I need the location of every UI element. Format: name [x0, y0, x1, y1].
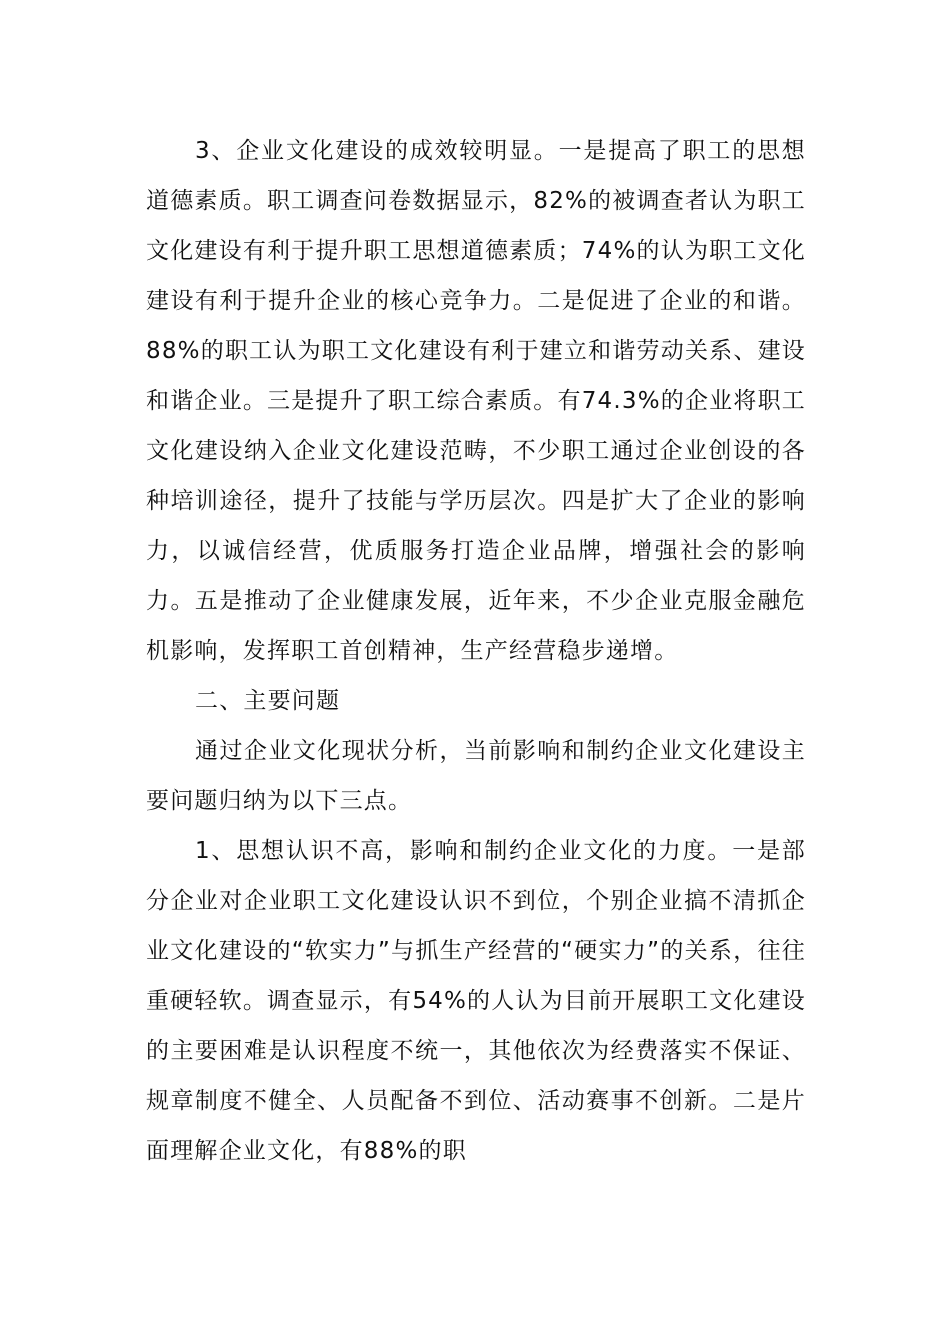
- paragraph-problem-1: 1、思想认识不高，影响和制约企业文化的力度。一是部分企业对企业职工文化建设认识不到位，个别企业搞不清抓企业文化建设的“软实力”与抓生产经营的“硬实力”的关系，往往重硬轻软。调查显示，有54%的人认为目前开展职工文化建设的主要困难是认识程度不统一，其他依次为经费落实不保证、规章制度不健全、人员配备不到位、活动赛事不创新。二是片面理解企业文化，有88%的职: [146, 838, 806, 1164]
- paragraph-problems-intro: 通过企业文化现状分析，当前影响和制约企业文化建设主要问题归纳为以下三点。: [146, 738, 806, 814]
- document-body: [146, 126, 806, 1176]
- section-heading-main-problems: 二、主要问题: [195, 688, 341, 714]
- paragraph-achievements: 3、企业文化建设的成效较明显。一是提高了职工的思想道德素质。职工调查问卷数据显示，82%的被调查者认为职工文化建设有利于提升职工思想道德素质；74%的认为职工文化建设有利于提升企业的核心竞争力。二是促进了企业的和谐。88%的职工认为职工文化建设有利于建立和谐劳动关系、建设和谐企业。三是提升了职工综合素质。有74.3%的企业将职工文化建设纳入企业文化建设范畴，不少职工通过企业创设的各种培训途径，提升了技能与学历层次。四是扩大了企业的影响力，以诚信经营，优质服务打造企业品牌，增强社会的影响力。五是推动了企业健康发展，近年来，不少企业克服金融危机影响，发挥职工首创精神，生产经营稳步递增。: [146, 138, 806, 664]
